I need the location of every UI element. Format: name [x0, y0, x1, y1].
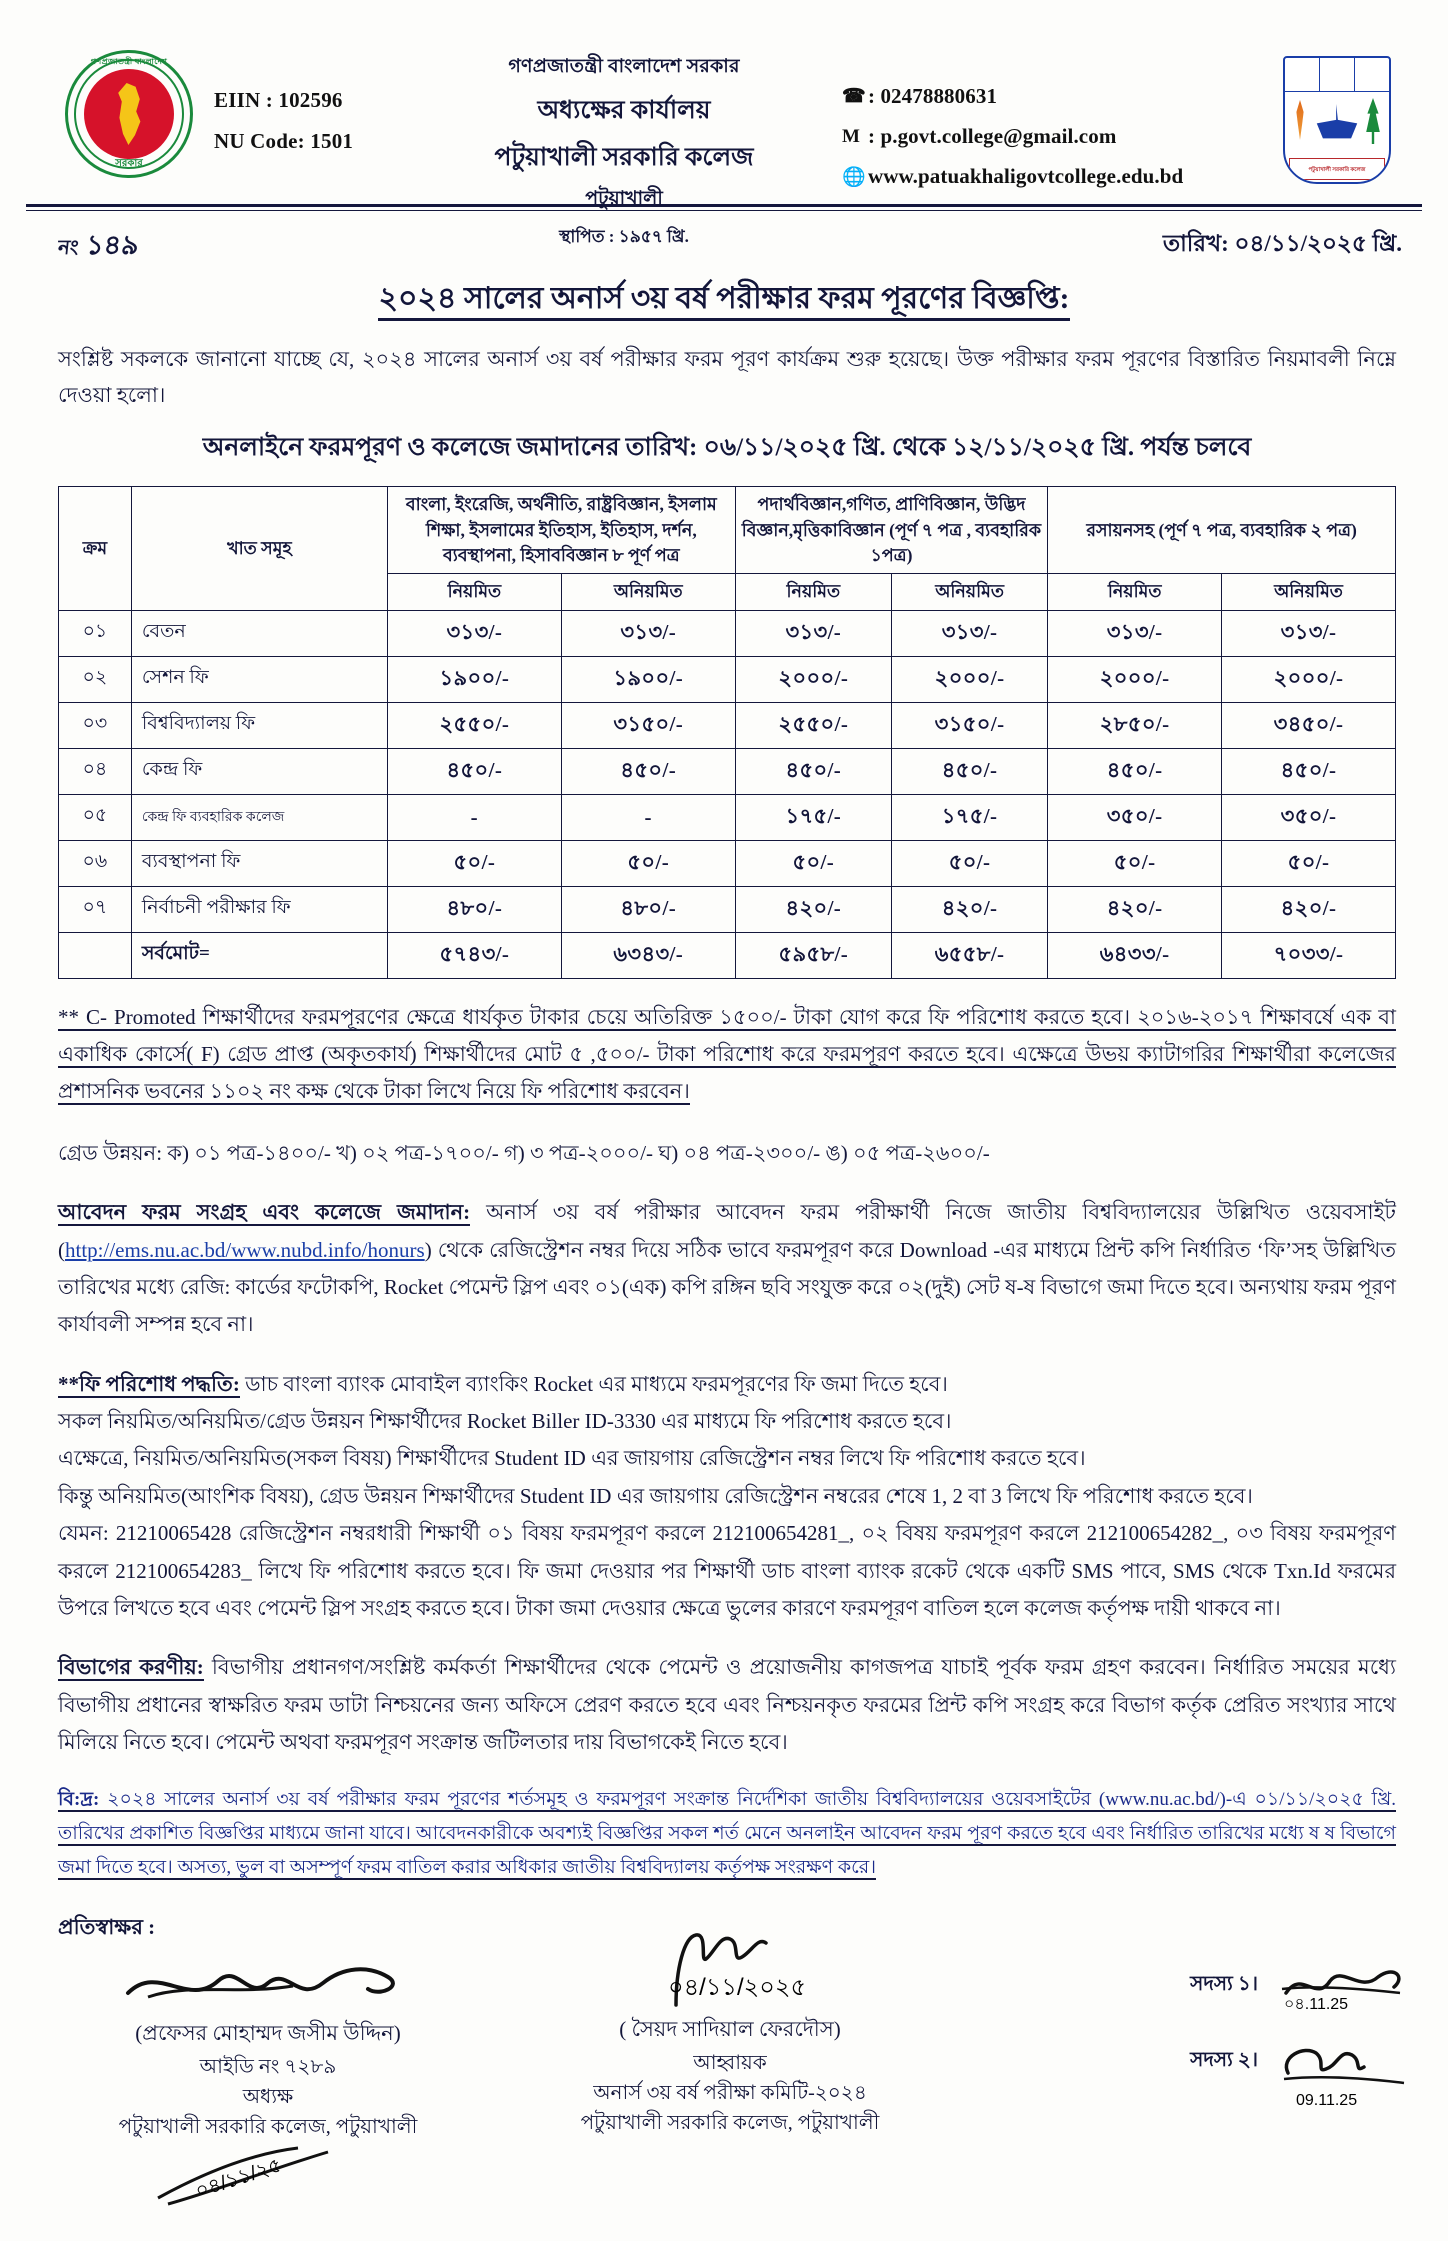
cell-value: ২৫৫০/-: [387, 702, 561, 748]
cell-value: ৪৫০/-: [891, 748, 1047, 794]
application-rest: অনার্স ৩য় বর্ষ পরীক্ষার আবেদন ফরম পরীক্ষার্থী নিজে জাতীয় বিশ্ববিদ্যালয়ের উল্লিখিত ওয়েবসাইট (: [58, 1200, 1396, 1262]
table-row: [59, 702, 1396, 748]
cell-value: ৪২০/-: [1048, 886, 1222, 932]
col-group-science: পদার্থবিজ্ঞান,গণিত, প্রাণিবিজ্ঞান, উদ্ভিদ বিজ্ঞান,মৃত্তিকাবিজ্ঞান (পূর্ণ ৭ পত্র , ব্যবহারিক ১পত্র): [735, 487, 1048, 574]
cell-khat: সেশন ফি: [131, 656, 387, 702]
cell-value: ৫০/-: [561, 840, 735, 886]
table-row: [59, 840, 1396, 886]
cell-value: -: [561, 794, 735, 840]
footnote-head: বি:দ্র:: [58, 1789, 100, 1811]
payment-head: **ফি পরিশোধ পদ্ধতি:: [58, 1371, 240, 1396]
cell-khat: নির্বাচনী পরীক্ষার ফি: [131, 886, 387, 932]
cell-value: ৩১৫০/-: [891, 702, 1047, 748]
signature-stroke-icon: [118, 1953, 418, 2013]
cell-value: ৭০৩৩/-: [1222, 932, 1396, 978]
crest-top-text: গণপ্রজাতন্ত্রী বাংলাদেশ: [90, 57, 168, 66]
application-rest2: ) থেকে রেজিস্ট্রেশন নম্বর দিয়ে সঠিক ভাবে ফরমপূরণ করে Download -এর মাধ্যমে প্রিন্ট কপি নির্ধারিত ‘ফি’সহ উল্লিখিত তারিখের মধ্যে রেজি: কার্ডের ফটোকপি, Rocket পেমেন্ট স্লিপ এবং ০১(এক) কপি রঙ্গিন ছবি সংযুক্ত করে ০২(দুই) সেট ষ-ষ বিভাগে জমা দিতে হবে। অন্যথায় ফরম পূরণ কার্যাবলী সম্পন্ন হবে না।: [58, 1237, 1396, 1337]
email-row: [842, 124, 1283, 149]
phone-row: [842, 84, 1283, 109]
memo-number-value: ১৪৯: [84, 230, 141, 260]
col-group-arts: বাংলা, ইংরেজি, অর্থনীতি, রাষ্ট্রবিজ্ঞান, ইসলাম শিক্ষা, ইসলামের ইতিহাস, ইতিহাস, দর্শন, ব্যবস্থাপনা, হিসাববিজ্ঞান ৮ পূর্ণ পত্র: [387, 487, 735, 574]
col-krom: ক্রম: [59, 487, 132, 611]
cell-value: ২০০০/-: [891, 656, 1047, 702]
subcol-2: নিয়মিত: [735, 574, 891, 610]
cell-value: ৬৪৩৩/-: [1048, 932, 1222, 978]
countersign-label: প্রতিস্বাক্ষর :: [58, 1914, 156, 1939]
col-khat: খাত সমূহ: [131, 487, 387, 611]
memo-date-value: ০৪/১১/২০২৫: [1234, 231, 1367, 256]
payment-line-4: কিন্তু অনিয়মিত(আংশিক বিষয়), গ্রেড উন্নয়ন শিক্ষার্থীদের Student ID এর জায়গায় রেজিস্ট্রেশন নম্বরের শেষে 1, 2 বা 3 লিখে ফি পরিশোধ করতে হবে।: [58, 1483, 1253, 1508]
cell-khat: কেন্দ্র ফি ব্যবহারিক কলেজ: [131, 794, 387, 840]
payment-example: যেমন: 21210065428 রেজিস্ট্রেশন নম্বরধারী শিক্ষার্থী ০১ বিষয় ফরমপূরণ করলে 212100654281_, ০২ বিষয় ফরমপূরণ করলে 212100654282_, ০৩ বিষয় ফরমপূরণ করলে 212100654283_ লিখে ফি পরিশোধ করতে হবে। ফি জমা দেওয়ার পর শিক্ষার্থী ডাচ বাংলা ব্যাংক রকেট থেকে একটি SMS পাবে, SMS থেকে Txn.Id ফরমের উপরে লিখতে হবে এবং পেমেন্ট স্লিপ সংগ্রহ করতে হবে। টাকা জমা দেওয়ার ক্ষেত্রে ভুলের কারণে ফরমপূরণ বাতিল হলে কলেজ কর্তৃপক্ষ দায়ী থাকবে না।: [58, 1521, 1396, 1620]
convener-signature-stroke-icon: [580, 1929, 880, 2013]
c-promoted-note-text: ** C- Promoted শিক্ষার্থীদের ফরমপূরণের ক্ষেত্রে ধার্যকৃত টাকার চেয়ে অতিরিক্ত ১৫০০/- টাকা যোগ করে ফি পরিশোধ করতে হবে। ২০১৬-২০১৭ শিক্ষাবর্ষে এক বা একাধিক কোর্সে( F) গ্রেড প্রাপ্ত (অকৃতকার্য) শিক্ষার্থীদের মোট ৫ ,৫০০/- টাকা পরিশোধ করে ফরমপূরণ করতে হবে। এক্ষেত্রে উভয় ক্যাটাগরির শিক্ষার্থীরা কলেজের প্রশাসনিক ভবনের ১১০২ নং কক্ষ থেকে টাকা লিখে নিয়ে ফি পরিশোধ করবেন।: [58, 1004, 1396, 1104]
cell-value: ৫০/-: [387, 840, 561, 886]
cell-value: ১৯০০/-: [387, 656, 561, 702]
cell-krom: ০৭: [59, 886, 132, 932]
cell-khat: কেন্দ্র ফি: [131, 748, 387, 794]
cell-value: ৪৫০/-: [561, 748, 735, 794]
member-1-label: সদস্য ১।: [1190, 1973, 1258, 1996]
svg-text:০৪/১১/২০২৫: ০৪/১১/২০২৫: [668, 1973, 807, 2001]
member-2-label: সদস্য ২।: [1190, 2049, 1258, 2072]
signature-area: [0, 1911, 1448, 2241]
payment-method-note: [58, 1366, 1396, 1628]
members-signature-block: [1058, 1963, 1418, 2115]
table-row: [59, 656, 1396, 702]
footnote-rest: ২০২৪ সালের অনার্স ৩য় বর্ষ পরীক্ষার ফরম পূরণের শর্তসমূহ ও ফরমপূরণ সংক্রান্ত নির্দেশিকা জাতীয় বিশ্ববিদ্যালয়ের ওয়েবসাইটের (www.nu.ac.bd/)-এ ০১/১১/২০২৫ খ্রি. তারিখের প্রকাশিত বিজ্ঞপ্তির মাধ্যমে জানা যাবে। আবেদনকারীকে অবশ্যই বিজ্ঞপ্তির সকল শর্ত মেনে অনলাইন আবেদন ফরম পূরণ করতে হবে এবং নির্ধারিত তারিখের মধ্যে ষ ষ বিভাগে জমা দিতে হবে। অসত্য, ভুল বা অসম্পূর্ণ ফরম বাতিল করার অধিকার জাতীয় বিশ্ববিদ্যালয় কর্তৃপক্ষ সংরক্ষণ করে।: [58, 1789, 1396, 1879]
department-duties-note: [58, 1649, 1396, 1761]
cell-value: ৪২০/-: [1222, 886, 1396, 932]
convener-name: ( সৈয়দ সাদিয়াল ফেরদৌস): [619, 2016, 841, 2041]
phone-value: 02478880631: [880, 84, 998, 108]
convener-signature-mark: [520, 1929, 940, 2013]
cell-value: ৪৮০/-: [561, 886, 735, 932]
cell-value: ৩১৩/-: [387, 610, 561, 656]
table-header-row-1: [59, 487, 1396, 574]
principal-designation: অধ্যক্ষ: [242, 2085, 294, 2108]
cell-krom: [59, 932, 132, 978]
grade-improvement-note: [58, 1135, 1396, 1172]
email-colon: :: [868, 124, 881, 148]
cell-value: ৩১৩/-: [1048, 610, 1222, 656]
college-name-line: পটুয়াখালী সরকারি কলেজ: [494, 144, 754, 171]
cell-value: ৩১৩/-: [1222, 610, 1396, 656]
principal-id: আইডি নং ৭২৮৯: [199, 2055, 337, 2078]
table-row: [59, 748, 1396, 794]
cell-khat: বেতন: [131, 610, 387, 656]
website-value[interactable]: www.patuakhaligovtcollege.edu.bd: [868, 164, 1184, 188]
district-line: পটুয়াখালী: [585, 188, 663, 209]
convener-designation: আহ্বায়ক: [693, 2051, 767, 2074]
established-line: স্থাপিত : ১৯৫৭ খ্রি.: [559, 227, 689, 246]
subcol-1: অনিয়মিত: [561, 574, 735, 610]
government-line: গণপ্রজাতন্ত্রী বাংলাদেশ সরকার: [508, 56, 740, 77]
grade-improvement-text: গ্রেড উন্নয়ন: ক) ০১ পত্র-১৪০০/- খ) ০২ পত্র-১৭০০/- গ) ৩ পত্র-২০০০/- ঘ) ০৪ পত্র-২৩০০/- ঙ) ০৫ পত্র-২৬০০/-: [58, 1140, 990, 1165]
cell-value: ৫০/-: [1048, 840, 1222, 886]
cell-krom: ০২: [59, 656, 132, 702]
crest-bottom-text: সরকার: [115, 158, 143, 169]
intro-paragraph: সংশ্লিষ্ট সকলকে জানানো যাচ্ছে যে, ২০২৪ সালের অনার্স ৩য় বর্ষ পরীক্ষার ফরম পূরণ কার্যক্রম শুরু হয়েছে। উক্ত পরীক্ষার ফরম পূরণের বিস্তারিত নিয়মাবলী নিম্নে দেওয়া হলো।: [58, 347, 1396, 408]
cell-value: ৩৪৫০/-: [1222, 702, 1396, 748]
application-url[interactable]: http://ems.nu.ac.bd/www.nubd.info/honurs: [65, 1237, 425, 1262]
office-line: অধ্যক্ষের কার্যালয়: [537, 97, 711, 124]
department-duties-head: বিভাগের করণীয়:: [58, 1655, 204, 1680]
fees-table-body: [59, 610, 1396, 978]
cell-krom: ০৫: [59, 794, 132, 840]
cell-value: ৪৫০/-: [735, 748, 891, 794]
payment-line-1: [58, 1366, 1396, 1403]
memo-number: [56, 225, 141, 270]
cell-value: ৩১৩/-: [735, 610, 891, 656]
principal-date-mark: [58, 2146, 478, 2210]
principal-institution: পটুয়াখালী সরকারি কলেজ, পটুয়াখালী: [118, 2115, 418, 2138]
memo-number-label: নং: [56, 237, 80, 259]
table-row: [59, 886, 1396, 932]
institution-block: [424, 42, 824, 252]
member-1-signature-mark: [1268, 1963, 1418, 2009]
convener-committee: অনার্স ৩য় বর্ষ পরীক্ষা কমিটি-২০২৪: [593, 2081, 867, 2104]
telephone-icon: ☎: [842, 86, 866, 107]
eiin-label: EIIN : 102596: [214, 88, 343, 112]
department-duties-rest: বিভাগীয় প্রধানগণ/সংশ্লিষ্ট কর্মকর্তা শিক্ষার্থীদের থেকে পেমেন্ট ও প্রয়োজনীয় কাগজপত্র যাচাই পূর্বক ফরম গ্রহণ করবেন। নির্ধারিত সময়ের মধ্যে বিভাগীয় প্রধানের স্বাক্ষরিত ফরম ডাটা নিশ্চয়নের জন্য অফিসে প্রেরণ করতে হবে এবং নিশ্চয়নকৃত ফরমের প্রিন্ট কপি সংগ্রহ করে বিভাগ কর্তৃক প্রেরিত সংখ্যার সাথে মিলিয়ে নিতে হবে। পেমেন্ট অথবা ফরমপূরণ সংক্রান্ত জটিলতার দায় বিভাগকেই নিতে হবে।: [58, 1655, 1397, 1755]
convener-institution: পটুয়াখালী সরকারি কলেজ, পটুয়াখালী: [580, 2111, 880, 2134]
cell-value: ৪৫০/-: [1222, 748, 1396, 794]
cell-krom: ০১: [59, 610, 132, 656]
payment-line-1-rest: ডাচ বাংলা ব্যাংক মোবাইল ব্যাংকিং Rocket এর মাধ্যমে ফরমপূরণের ফি জমা দিতে হবে।: [239, 1371, 948, 1396]
cell-value: ৩১৩/-: [891, 610, 1047, 656]
college-logo-scroll-text: পটুয়াখালী সরকারি কলেজ: [1289, 158, 1385, 180]
cell-value: ৩১৩/-: [561, 610, 735, 656]
cell-khat: ব্যবস্থাপনা ফি: [131, 840, 387, 886]
signature-date-stroke-icon: [138, 2146, 398, 2216]
member-signature-stroke-icon: [1268, 1963, 1418, 2011]
application-note: [58, 1194, 1396, 1344]
website-row: [842, 164, 1283, 189]
memo-date: [1163, 225, 1402, 270]
cell-value: ৬৫৫৮/-: [891, 932, 1047, 978]
cell-value: ৫৭৪৩/-: [387, 932, 561, 978]
cell-value: ২০০০/-: [1222, 656, 1396, 702]
cell-value: ২০০০/-: [735, 656, 891, 702]
cell-value: ৪৮০/-: [387, 886, 561, 932]
fees-table: [58, 486, 1396, 979]
principal-name: (প্রফেসর মোহাম্মদ জসীম উদ্দিন): [135, 2020, 401, 2045]
cell-krom: ০৪: [59, 748, 132, 794]
c-promoted-note: [58, 999, 1396, 1111]
table-row: [59, 610, 1396, 656]
cell-value: -: [387, 794, 561, 840]
footnote-note: [58, 1783, 1396, 1884]
payment-line-2: সকল নিয়মিত/অনিয়মিত/গ্রেড উন্নয়ন শিক্ষার্থীদের Rocket Biller ID-3330 এর মাধ্যমে ফি পরিশোধ করতে হবে।: [58, 1409, 952, 1434]
phone-number: :: [868, 84, 881, 108]
deadline-line: অনলাইনে ফরমপূরণ ও কলেজে জমাদানের তারিখ: ০৬/১১/২০২৫ খ্রি. থেকে ১২/১১/২০২৫ খ্রি. পর্যন্ত চলবে: [202, 434, 1252, 462]
memo-date-label: তারিখ:: [1162, 231, 1229, 256]
national-emblem-wrap: [44, 42, 214, 178]
member-row: [1058, 2039, 1418, 2109]
cell-khat: সর্বমোট=: [131, 932, 387, 978]
cell-value: ৬৩৪৩/-: [561, 932, 735, 978]
cell-value: ৫০/-: [891, 840, 1047, 886]
contact-block: [824, 42, 1283, 204]
cell-value: ২৫৫০/-: [735, 702, 891, 748]
cell-value: ৪২০/-: [891, 886, 1047, 932]
member-2-signature-mark: [1268, 2039, 1418, 2109]
subcol-5: অনিয়মিত: [1222, 574, 1396, 610]
page-title: [0, 274, 1448, 325]
page-title-text: ২০২৪ সালের অনার্স ৩য় বর্ষ পরীক্ষার ফরম পূরণের বিজ্ঞপ্তি:: [378, 282, 1069, 321]
bangladesh-government-crest-icon: [65, 50, 193, 178]
table-row: [59, 794, 1396, 840]
memo-date-suffix: খ্রি.: [1372, 231, 1402, 256]
cell-value: ২০০০/-: [1048, 656, 1222, 702]
principal-signature-mark: [58, 1953, 478, 2017]
cell-value: ৪৫০/-: [1048, 748, 1222, 794]
subcol-0: নিয়মিত: [387, 574, 561, 610]
cell-value: ১৭৫/-: [891, 794, 1047, 840]
globe-icon: 🌐: [842, 166, 866, 188]
cell-krom: ০৬: [59, 840, 132, 886]
col-group-chemistry: রসায়নসহ (পূর্ণ ৭ পত্র, ব্যবহারিক ২ পত্র): [1048, 487, 1396, 574]
eiin-block: [214, 42, 424, 170]
document-body: [0, 341, 1448, 1885]
cell-value: ৪৫০/-: [387, 748, 561, 794]
college-logo-wrap: [1283, 42, 1408, 184]
nu-code-label: NU Code: 1501: [214, 129, 354, 153]
cell-value: ১৯০০/-: [561, 656, 735, 702]
subcol-3: অনিয়মিত: [891, 574, 1047, 610]
payment-line-3: এক্ষেত্রে, নিয়মিত/অনিয়মিত(সকল বিষয়) শিক্ষার্থীদের Student ID এর জায়গায় রেজিস্ট্রেশন নম্বর লিখে ফি পরিশোধ করতে হবে।: [58, 1446, 1086, 1471]
cell-value: ৪২০/-: [735, 886, 891, 932]
cell-value: ১৭৫/-: [735, 794, 891, 840]
college-crest-icon: [1283, 56, 1391, 184]
principal-signature-block: [58, 1953, 478, 2210]
svg-text:09.11.25: 09.11.25: [1296, 2091, 1358, 2109]
svg-text:০৪/১১/২৫: ০৪/১১/২৫: [192, 2154, 285, 2203]
cell-value: ৫০/-: [1222, 840, 1396, 886]
subcol-4: নিয়মিত: [1048, 574, 1222, 610]
member-row: [1058, 1963, 1418, 2009]
cell-value: ৫৯৫৮/-: [735, 932, 891, 978]
email-value[interactable]: p.govt.college@gmail.com: [880, 124, 1117, 148]
table-row: [59, 932, 1396, 978]
cell-value: ৫০/-: [735, 840, 891, 886]
cell-value: ৩১৫০/-: [561, 702, 735, 748]
svg-text:০৪.11.25: ০৪.11.25: [1284, 1995, 1349, 2011]
mail-icon: M: [842, 125, 861, 147]
cell-krom: ০৩: [59, 702, 132, 748]
cell-khat: বিশ্ববিদ্যালয় ফি: [131, 702, 387, 748]
application-head: আবেদন ফরম সংগ্রহ এবং কলেজে জমাদান:: [58, 1200, 471, 1225]
member-signature-stroke-icon-2: [1268, 2039, 1418, 2109]
convener-signature-block: [520, 1929, 940, 2138]
cell-value: ৩৫০/-: [1222, 794, 1396, 840]
cell-value: ২৮৫০/-: [1048, 702, 1222, 748]
cell-value: ৩৫০/-: [1048, 794, 1222, 840]
